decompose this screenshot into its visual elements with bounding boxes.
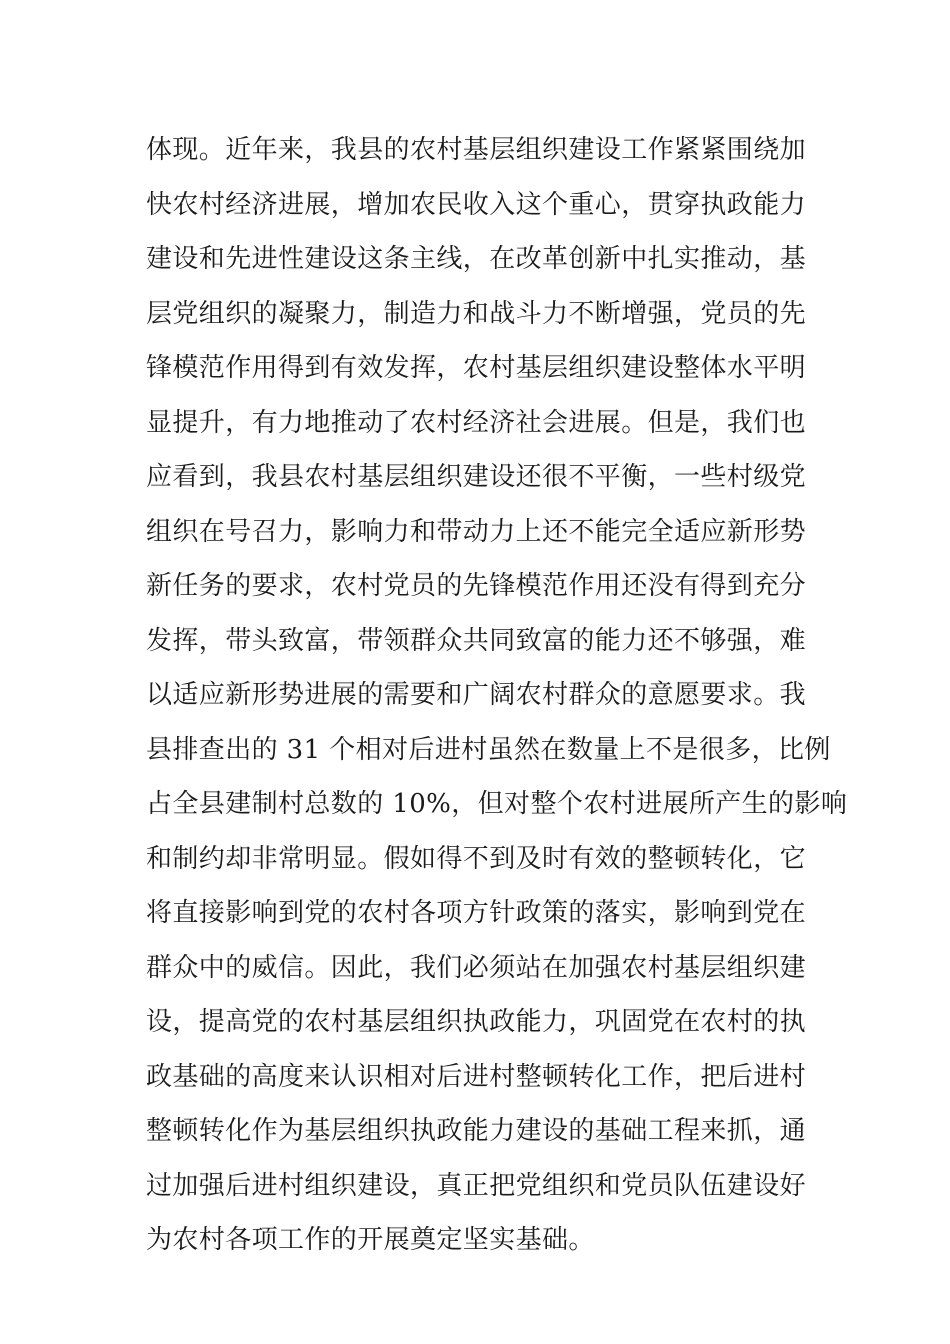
text-line: 过加强后进村组织建设，真正把党组织和党员队伍建设好	[146, 1170, 807, 1201]
text-line: 以适应新形势进展的需要和广阔农村群众的意愿要求。我	[146, 680, 807, 710]
text-line: 建设和先进性建设这条主线，在改革创新中扎实推动，基	[146, 244, 807, 274]
text-line: 设，提高党的农村基层组织执政能力，巩固党在农村的执	[146, 1007, 807, 1037]
text-line: 将直接影响到党的农村各项方针政策的落实，影响到党在	[146, 898, 807, 928]
text-line: 和制约却非常明显。假如得不到及时有效的整顿转化，它	[146, 843, 807, 874]
text-line: 群众中的威信。因此，我们必须站在加强农村基层组织建	[146, 952, 807, 983]
text-line: 整顿转化作为基层组织执政能力建设的基础工程来抓，通	[146, 1116, 807, 1146]
text-line: 应看到，我县农村基层组织建设还很不平衡，一些村级党	[146, 462, 807, 492]
text-line: 组织在号召力，影响力和带动力上还不能完全适应新形势	[146, 516, 807, 547]
text-line: 显提升，有力地推动了农村经济社会进展。但是，我们也	[146, 407, 807, 438]
text-line: 新任务的要求，农村党员的先锋模范作用还没有得到充分	[146, 571, 807, 601]
text-line: 占全县建制村总数的 10%，但对整个农村进展所产生的影响	[146, 789, 848, 819]
text-line: 发挥，带头致富，带领群众共同致富的能力还不够强，难	[146, 625, 807, 656]
text-line: 快农村经济进展，增加农民收入这个重心，贯穿执政能力	[146, 189, 807, 220]
text-line: 层党组织的凝聚力，制造力和战斗力不断增强，党员的先	[146, 298, 807, 329]
text-line: 政基础的高度来认识相对后进村整顿转化工作，把后进村	[146, 1061, 807, 1092]
text-line: 体现。近年来，我县的农村基层组织建设工作紧紧围绕加	[146, 135, 807, 165]
text-line: 为农村各项工作的开展奠定坚实基础。	[146, 1225, 595, 1255]
body-paragraph	[146, 123, 848, 1268]
text-line: 锋模范作用得到有效发挥，农村基层组织建设整体水平明	[146, 353, 807, 383]
text-line: 县排查出的 31 个相对后进村虽然在数量上不是很多，比例	[146, 734, 831, 765]
